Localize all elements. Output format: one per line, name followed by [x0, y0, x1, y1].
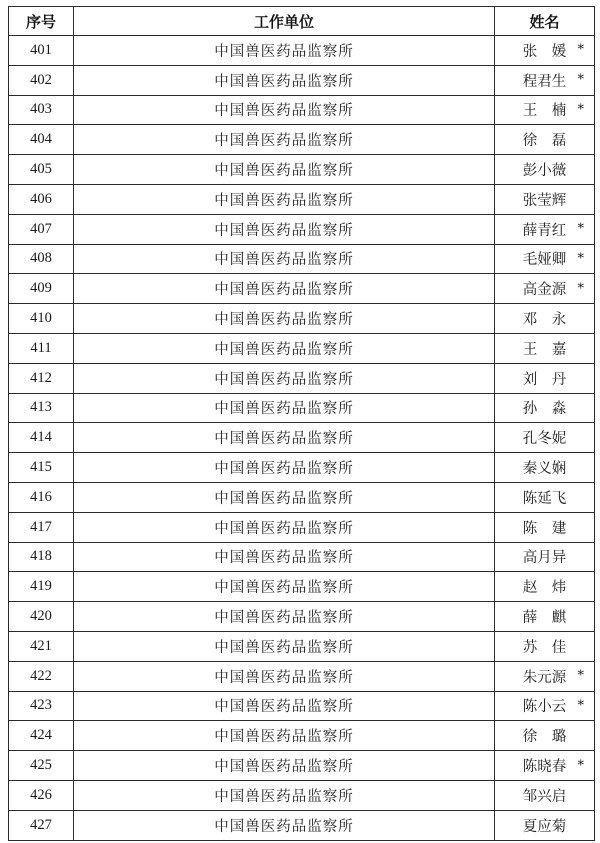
table-row — [9, 572, 595, 602]
person-name: 徐 磊 — [522, 133, 567, 150]
row-name-cell — [495, 661, 595, 691]
row-name-cell — [495, 36, 595, 66]
row-work-unit: 中国兽医药品监察所 — [74, 304, 495, 334]
person-name: 高月异 — [522, 550, 567, 567]
row-number: 423 — [9, 691, 74, 721]
person-name: 赵 炜 — [522, 580, 567, 597]
row-name-cell — [495, 721, 595, 751]
row-work-unit: 中国兽医药品监察所 — [74, 780, 495, 810]
row-number: 401 — [9, 36, 74, 66]
table-row — [9, 602, 595, 632]
asterisk-mark: * — [577, 698, 584, 714]
row-work-unit: 中国兽医药品监察所 — [74, 274, 495, 304]
person-name: 薛 麒 — [522, 610, 567, 627]
row-work-unit: 中国兽医药品监察所 — [74, 393, 495, 423]
table-row — [9, 244, 595, 274]
row-number: 424 — [9, 721, 74, 751]
row-work-unit: 中国兽医药品监察所 — [74, 810, 495, 840]
person-name: 程君生 — [522, 73, 567, 90]
row-work-unit: 中国兽医药品监察所 — [74, 244, 495, 274]
row-name-cell — [495, 602, 595, 632]
person-name: 张莹辉 — [522, 192, 567, 209]
row-number: 422 — [9, 661, 74, 691]
row-name-cell — [495, 423, 595, 453]
header-name: 姓名 — [495, 7, 595, 36]
asterisk-mark: * — [577, 251, 584, 267]
row-work-unit: 中国兽医药品监察所 — [74, 453, 495, 483]
row-name-cell — [495, 631, 595, 661]
table-row — [9, 631, 595, 661]
row-name-cell — [495, 333, 595, 363]
table-row — [9, 65, 595, 95]
table-row — [9, 214, 595, 244]
person-name: 王 楠 — [522, 103, 567, 120]
row-name-cell — [495, 65, 595, 95]
table-row — [9, 393, 595, 423]
row-name-cell — [495, 244, 595, 274]
person-name: 刘 丹 — [522, 371, 567, 388]
row-work-unit: 中国兽医药品监察所 — [74, 125, 495, 155]
row-name-cell — [495, 810, 595, 840]
asterisk-mark: * — [577, 758, 584, 774]
row-work-unit: 中国兽医药品监察所 — [74, 423, 495, 453]
row-work-unit: 中国兽医药品监察所 — [74, 721, 495, 751]
asterisk-mark: * — [577, 102, 584, 118]
person-name: 高金源 — [522, 282, 567, 299]
table-row — [9, 125, 595, 155]
row-number: 403 — [9, 95, 74, 125]
row-number: 405 — [9, 155, 74, 185]
row-number: 417 — [9, 512, 74, 542]
asterisk-mark: * — [577, 221, 584, 237]
person-name: 秦义娴 — [522, 461, 567, 478]
row-number: 413 — [9, 393, 74, 423]
asterisk-mark: * — [577, 668, 584, 684]
row-work-unit: 中国兽医药品监察所 — [74, 65, 495, 95]
row-number: 411 — [9, 333, 74, 363]
table-row — [9, 423, 595, 453]
row-number: 418 — [9, 542, 74, 572]
table-row — [9, 95, 595, 125]
asterisk-mark: * — [577, 42, 584, 58]
row-number: 412 — [9, 363, 74, 393]
row-work-unit: 中国兽医药品监察所 — [74, 542, 495, 572]
row-name-cell — [495, 274, 595, 304]
row-name-cell — [495, 512, 595, 542]
row-work-unit: 中国兽医药品监察所 — [74, 482, 495, 512]
row-number: 414 — [9, 423, 74, 453]
row-number: 427 — [9, 810, 74, 840]
row-name-cell — [495, 214, 595, 244]
row-number: 415 — [9, 453, 74, 483]
roster-table — [8, 6, 595, 841]
table-row — [9, 542, 595, 572]
person-name: 陈延飞 — [522, 490, 567, 507]
row-work-unit: 中国兽医药品监察所 — [74, 214, 495, 244]
row-number: 404 — [9, 125, 74, 155]
row-work-unit: 中国兽医药品监察所 — [74, 155, 495, 185]
row-number: 425 — [9, 751, 74, 781]
person-name: 邹兴启 — [522, 788, 567, 805]
table-row — [9, 155, 595, 185]
row-name-cell — [495, 155, 595, 185]
person-name: 孙 淼 — [522, 401, 567, 418]
row-work-unit: 中国兽医药品监察所 — [74, 691, 495, 721]
row-number: 416 — [9, 482, 74, 512]
row-work-unit: 中国兽医药品监察所 — [74, 751, 495, 781]
row-work-unit: 中国兽医药品监察所 — [74, 36, 495, 66]
row-work-unit: 中国兽医药品监察所 — [74, 333, 495, 363]
row-number: 408 — [9, 244, 74, 274]
row-work-unit: 中国兽医药品监察所 — [74, 661, 495, 691]
person-name: 陈小云 — [522, 699, 567, 716]
row-name-cell — [495, 95, 595, 125]
table-row — [9, 36, 595, 66]
row-number: 410 — [9, 304, 74, 334]
row-number: 407 — [9, 214, 74, 244]
row-name-cell — [495, 304, 595, 334]
row-work-unit: 中国兽医药品监察所 — [74, 363, 495, 393]
person-name: 徐 璐 — [522, 729, 567, 746]
asterisk-mark: * — [577, 281, 584, 297]
row-number: 426 — [9, 780, 74, 810]
table-row — [9, 691, 595, 721]
header-row — [9, 7, 595, 36]
row-number: 406 — [9, 184, 74, 214]
row-name-cell — [495, 184, 595, 214]
table-row — [9, 721, 595, 751]
asterisk-mark: * — [577, 72, 584, 88]
table-row — [9, 453, 595, 483]
person-name: 陈 建 — [522, 520, 567, 537]
row-number: 421 — [9, 631, 74, 661]
row-name-cell — [495, 572, 595, 602]
row-name-cell — [495, 363, 595, 393]
person-name: 毛娅卿 — [522, 252, 567, 269]
row-name-cell — [495, 482, 595, 512]
person-name: 朱元源 — [522, 669, 567, 686]
row-work-unit: 中国兽医药品监察所 — [74, 631, 495, 661]
person-name: 孔冬妮 — [522, 431, 567, 448]
person-name: 夏应菊 — [522, 818, 567, 835]
person-name: 邓 永 — [522, 312, 567, 329]
row-number: 419 — [9, 572, 74, 602]
person-name: 薛青红 — [522, 222, 567, 239]
row-name-cell — [495, 751, 595, 781]
row-name-cell — [495, 780, 595, 810]
table-row — [9, 184, 595, 214]
row-name-cell — [495, 125, 595, 155]
person-name: 王 嘉 — [522, 341, 567, 358]
row-work-unit: 中国兽医药品监察所 — [74, 512, 495, 542]
table-row — [9, 780, 595, 810]
person-name: 张 媛 — [522, 43, 567, 60]
table-row — [9, 274, 595, 304]
header-work-unit: 工作单位 — [74, 7, 495, 36]
table-row — [9, 661, 595, 691]
table-row — [9, 363, 595, 393]
table-body — [9, 36, 595, 841]
table-row — [9, 333, 595, 363]
table-row — [9, 810, 595, 840]
table-header — [9, 7, 595, 36]
table-row — [9, 751, 595, 781]
person-name: 彭小薇 — [522, 163, 567, 180]
row-name-cell — [495, 453, 595, 483]
row-name-cell — [495, 691, 595, 721]
row-work-unit: 中国兽医药品监察所 — [74, 184, 495, 214]
row-number: 402 — [9, 65, 74, 95]
row-name-cell — [495, 542, 595, 572]
row-work-unit: 中国兽医药品监察所 — [74, 572, 495, 602]
table-row — [9, 482, 595, 512]
row-name-cell — [495, 393, 595, 423]
person-name: 陈晓春 — [522, 759, 567, 776]
header-number: 序号 — [9, 7, 74, 36]
table-row — [9, 304, 595, 334]
row-work-unit: 中国兽医药品监察所 — [74, 602, 495, 632]
table-row — [9, 512, 595, 542]
row-number: 409 — [9, 274, 74, 304]
person-name: 苏 佳 — [522, 639, 567, 656]
row-work-unit: 中国兽医药品监察所 — [74, 95, 495, 125]
row-number: 420 — [9, 602, 74, 632]
